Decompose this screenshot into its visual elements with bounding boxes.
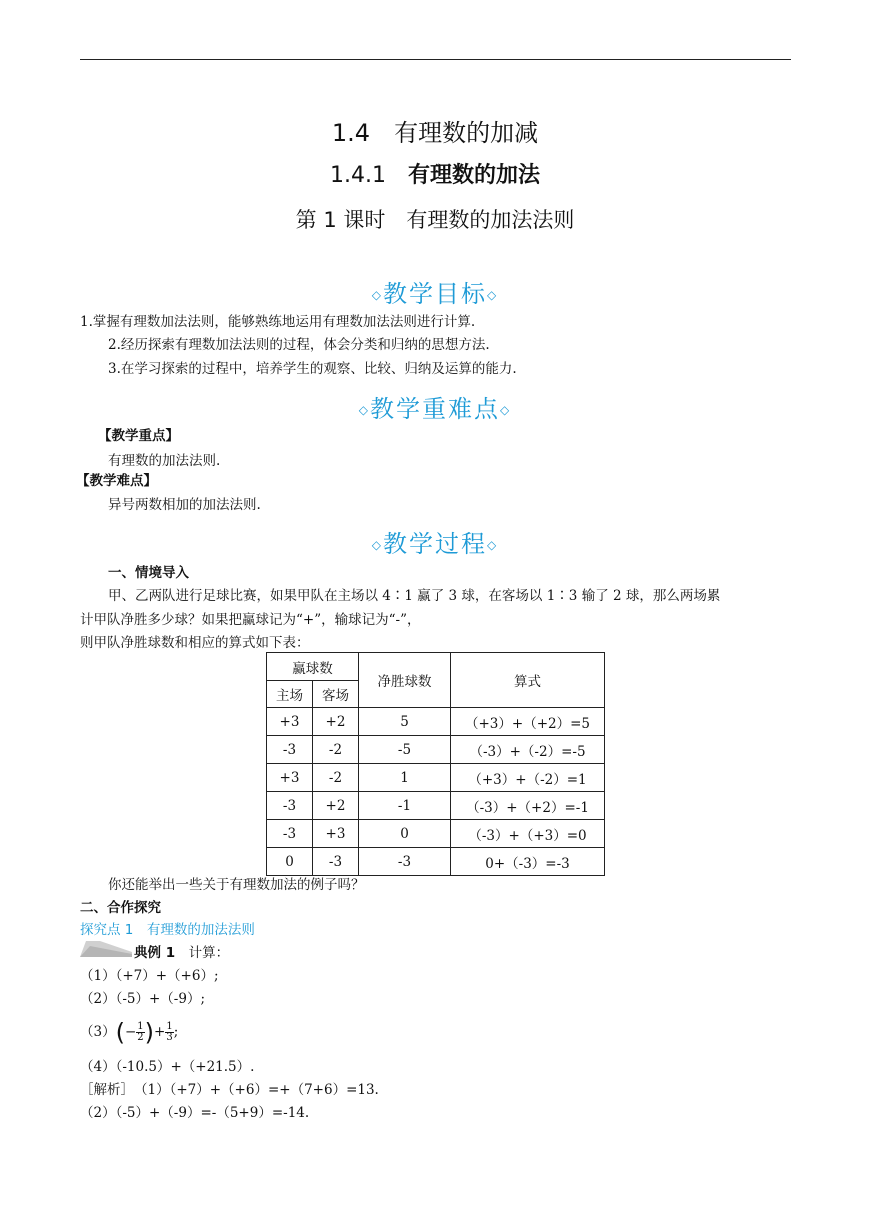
table-header-win: 赢球数 <box>267 653 359 681</box>
fraction-denominator: 2 <box>137 1032 144 1043</box>
part2-heading: 二、合作探究 <box>80 900 161 916</box>
fraction-numerator: 1 <box>137 1021 144 1032</box>
goals-heading-text: 教学目标 <box>383 280 487 308</box>
cell-home: -3 <box>267 736 313 764</box>
example-label: 典例 1 <box>134 945 176 961</box>
cell-home: -3 <box>267 792 313 820</box>
key-points-heading-text: 教学重难点 <box>370 395 500 423</box>
focus-label: 【教学重点】 <box>98 428 179 444</box>
example-tab-icon <box>80 941 132 957</box>
close-paren-icon: ) <box>144 1018 155 1047</box>
diamond-icon: ◇ <box>487 288 499 302</box>
example-line <box>134 944 229 962</box>
analysis-text-1: （1）（+7）+（+6）=+（7+6）=13. <box>127 1082 379 1098</box>
question-text: 你还能举出一些关于有理数加法的例子吗？ <box>108 877 365 893</box>
process-heading-text: 教学过程 <box>383 530 487 558</box>
cell-home: -3 <box>267 820 313 848</box>
explore-point: 探究点 1 有理数的加法法则 <box>80 922 255 938</box>
cell-net: -5 <box>359 736 451 764</box>
key-points-heading <box>0 389 870 424</box>
section-name: 有理数的加法 <box>407 163 540 188</box>
chapter-title: 1.4 有理数的加减 <box>331 119 539 147</box>
diamond-icon: ◇ <box>371 288 383 302</box>
diamond-icon: ◇ <box>371 538 383 552</box>
cell-home: +3 <box>267 708 313 736</box>
cell-away: -3 <box>313 848 359 876</box>
goals-table <box>266 652 605 876</box>
table-row <box>267 708 605 736</box>
table-header-home: 主场 <box>267 681 313 708</box>
goal-3: 3.在学习探索的过程中，培养学生的观察、比较、归纳及运算的能力. <box>108 361 517 377</box>
cell-formula: 0+（-3）=-3 <box>451 848 605 876</box>
cell-formula: （-3）+（+2）=-1 <box>451 792 605 820</box>
exercise-2: （2）（-5）+（-9）; <box>80 991 206 1007</box>
table-header-net: 净胜球数 <box>359 653 451 708</box>
diamond-icon: ◇ <box>358 403 370 417</box>
cell-formula: （+3）+（+2）=5 <box>451 708 605 736</box>
lesson-title: 第 1 课时 有理数的加法法则 <box>295 208 575 232</box>
part1-para-1: 甲、乙两队进行足球比赛，如果甲队在主场以 4∶1 赢了 3 球，在客场以 1∶3 输了 2 球，那么两场累 <box>108 588 721 604</box>
goal-2: 2.经历探索有理数加法法则的过程，体会分类和归纳的思想方法. <box>108 337 490 353</box>
focus-text: 有理数的加法法则. <box>108 453 221 469</box>
exercise-1: （1）（+7）+（+6）; <box>80 968 219 984</box>
goals-heading <box>0 274 870 309</box>
exercise-3 <box>80 1018 178 1047</box>
table-header-formula: 算式 <box>451 653 605 708</box>
cell-home: +3 <box>267 764 313 792</box>
analysis-line-2: （2）（-5）+（-9）=-（5+9）=-14. <box>80 1105 310 1121</box>
difficulty-label: 【教学难点】 <box>76 473 157 489</box>
fraction-denominator: 3 <box>166 1032 173 1043</box>
cell-away: -2 <box>313 764 359 792</box>
diamond-icon: ◇ <box>487 538 499 552</box>
cell-net: -3 <box>359 848 451 876</box>
table-row <box>267 820 605 848</box>
table-row <box>267 792 605 820</box>
part1-heading: 一、情境导入 <box>108 565 189 581</box>
section-title <box>0 158 870 189</box>
cell-net: 5 <box>359 708 451 736</box>
exercise-3-prefix: （3） <box>80 1024 116 1040</box>
cell-formula: （+3）+（-2）=1 <box>451 764 605 792</box>
table-header-away: 客场 <box>313 681 359 708</box>
minus-sign: − <box>124 1024 137 1040</box>
analysis-line-1 <box>80 1081 379 1099</box>
open-paren-icon: ( <box>115 1018 125 1047</box>
part1-para-3: 则甲队净胜球数和相应的算式如下表： <box>80 635 310 651</box>
fraction-half <box>136 1022 144 1043</box>
analysis-label: ［解析］ <box>80 1082 128 1098</box>
exercise-4: （4）（-10.5）+（+21.5）. <box>80 1059 255 1075</box>
plus-sign-icon: + <box>154 1024 166 1040</box>
goal-1: 1.掌握有理数加法法则，能够熟练地运用有理数加法法则进行计算. <box>80 314 476 330</box>
cell-home: 0 <box>267 848 313 876</box>
exercise-3-suffix: ; <box>173 1024 179 1040</box>
cell-away: +3 <box>313 820 359 848</box>
cell-away: +2 <box>313 708 359 736</box>
table-row <box>267 848 605 876</box>
cell-formula: （-3）+（-2）=-5 <box>451 736 605 764</box>
section-number: 1.4.1 <box>330 163 408 188</box>
cell-net: 0 <box>359 820 451 848</box>
table-row <box>267 764 605 792</box>
fraction-third <box>165 1022 173 1043</box>
cell-net: -1 <box>359 792 451 820</box>
cell-away: +2 <box>313 792 359 820</box>
diamond-icon: ◇ <box>500 403 512 417</box>
process-heading <box>0 524 870 559</box>
fraction-numerator: 1 <box>166 1021 173 1032</box>
cell-net: 1 <box>359 764 451 792</box>
cell-formula: （-3）+（+3）=0 <box>451 820 605 848</box>
cell-away: -2 <box>313 736 359 764</box>
table-row <box>267 736 605 764</box>
difficulty-text: 异号两数相加的加法法则. <box>108 497 261 513</box>
example-text: 计算： <box>175 945 230 961</box>
part1-para-2: 计甲队净胜多少球？如果把赢球记为“+”，输球记为“-”， <box>80 612 421 628</box>
header-rule <box>80 59 791 60</box>
